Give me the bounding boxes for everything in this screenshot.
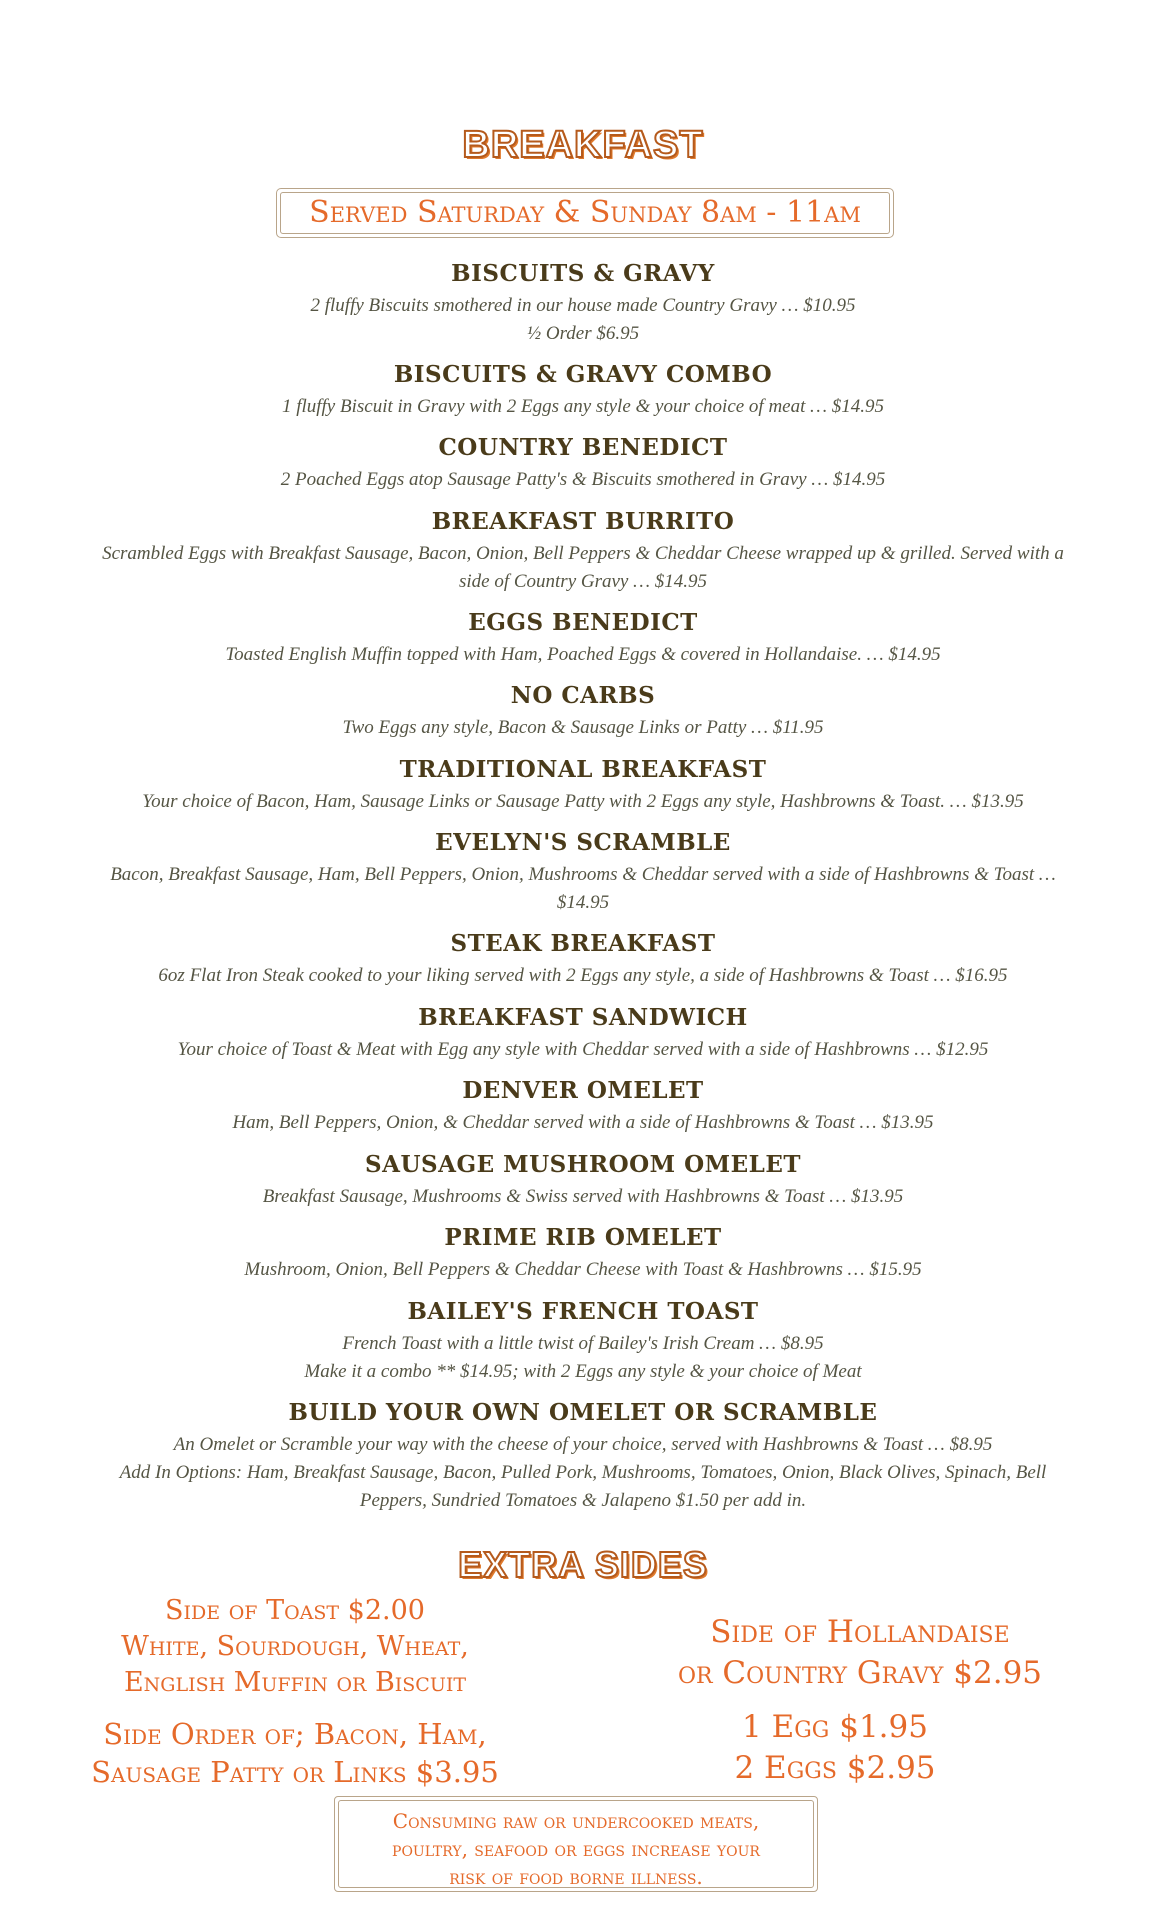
menu-item-desc: Two Eggs any style, Bacon & Sausage Links or Patty … $11.95 bbox=[342, 717, 824, 738]
menu-title: BREAKFAST bbox=[462, 124, 704, 166]
menu-item-desc: Toasted English Muffin topped with Ham, Poached Eggs & covered in Hollandaise. … $14.95 bbox=[225, 644, 941, 665]
menu-item-name: EVELYN'S SCRAMBLE bbox=[435, 829, 731, 856]
menu-item-desc: Scrambled Eggs with Breakfast Sausage, Bacon, Onion, Bell Peppers & Cheddar Cheese wrapped up & grilled. Served with a side of Country Gravy … $14.95 bbox=[102, 543, 1064, 592]
menu-item-name: BAILEY'S FRENCH TOAST bbox=[407, 1298, 759, 1325]
menu-item-name: COUNTRY BENEDICT bbox=[438, 434, 728, 461]
menu-item-name: BUILD YOUR OWN OMELET OR SCRAMBLE bbox=[288, 1399, 878, 1426]
menu-item-desc: Breakfast Sausage, Mushrooms & Swiss served with Hashbrowns & Toast … $13.95 bbox=[262, 1186, 904, 1207]
side-meat: Side Order of; Bacon, Ham, Sausage Patty or Links $3.95 bbox=[91, 1717, 499, 1789]
menu-item-name: BREAKFAST BURRITO bbox=[431, 508, 735, 535]
served-hours-text: Served Saturday & Sunday 8am - 11am bbox=[309, 195, 861, 230]
menu-item-name: BREAKFAST SANDWICH bbox=[418, 1004, 748, 1031]
menu-item-name: EGGS BENEDICT bbox=[468, 609, 698, 636]
menu-item-name: PRIME RIB OMELET bbox=[444, 1224, 722, 1251]
menu-item-name: SAUSAGE MUSHROOM OMELET bbox=[364, 1151, 801, 1178]
menu-item-desc: Ham, Bell Peppers, Onion, & Cheddar served with a side of Hashbrowns & Toast … $13.95 bbox=[232, 1112, 934, 1133]
menu-item-name: BISCUITS & GRAVY bbox=[451, 260, 715, 287]
menu-item-desc: French Toast with a little twist of Bailey's Irish Cream … $8.95 Make it a combo ** $14.95; with 2 Eggs any style & your choice of Meat bbox=[304, 1333, 862, 1382]
served-hours-box bbox=[276, 188, 894, 238]
menu-item-desc: 2 fluffy Biscuits smothered in our house made Country Gravy … $10.95 ½ Order $6.95 bbox=[310, 295, 856, 344]
menu-item-desc: Bacon, Breakfast Sausage, Ham, Bell Peppers, Onion, Mushrooms & Cheddar served with a side of Hashbrowns & Toast … $14.95 bbox=[110, 864, 1056, 913]
menu-item-name: DENVER OMELET bbox=[462, 1077, 704, 1104]
menu-item-desc: Mushroom, Onion, Bell Peppers & Cheddar Cheese with Toast & Hashbrowns … $15.95 bbox=[244, 1259, 922, 1280]
menu-item-desc: Your choice of Toast & Meat with Egg any style with Cheddar served with a side of Hashbrowns … $12.95 bbox=[177, 1039, 989, 1060]
menu-item-desc: Your choice of Bacon, Ham, Sausage Links or Sausage Patty with 2 Eggs any style, Hashbrowns & Toast. … $13.95 bbox=[142, 791, 1024, 812]
food-safety-warning-text: Consuming raw or undercooked meats, poultry, seafood or eggs increase your risk of food borne illness. bbox=[392, 1809, 760, 1889]
menu-item-name: NO CARBS bbox=[510, 682, 656, 709]
side-eggs: 1 Egg $1.95 2 Eggs $2.95 bbox=[734, 1709, 936, 1786]
menu-item-name: STEAK BREAKFAST bbox=[450, 930, 716, 957]
menu-item-desc: 1 fluffy Biscuit in Gravy with 2 Eggs any style & your choice of meat … $14.95 bbox=[281, 396, 885, 417]
food-safety-warning-box bbox=[334, 1796, 818, 1892]
menu-item-desc: 2 Poached Eggs atop Sausage Patty's & Biscuits smothered in Gravy … $14.95 bbox=[280, 469, 886, 490]
menu-item-name: BISCUITS & GRAVY COMBO bbox=[393, 361, 773, 388]
menu-item-desc: 6oz Flat Iron Steak cooked to your liking served with 2 Eggs any style, a side of Hashbrowns & Toast … $16.95 bbox=[158, 965, 1008, 986]
side-sauce: Side of Hollandaise or Country Gravy $2.95 bbox=[677, 1614, 1043, 1691]
side-toast: Side of Toast $2.00 White, Sourdough, Wheat, English Muffin or Biscuit bbox=[121, 1595, 469, 1698]
menu-item-desc: An Omelet or Scramble your way with the cheese of your choice, served with Hashbrowns & Toast … $8.95 Add In Options: Ham, Breakfast Sausage, Bacon, Pulled Pork, Mushrooms, Tomatoes, Onion, Black Olives, Spinach, Bell Peppers, Sundried Tomatoes & Jalapeno $1.50 per add in. bbox=[119, 1434, 1047, 1511]
menu-item-name: TRADITIONAL BREAKFAST bbox=[399, 756, 767, 783]
extra-sides-title: EXTRA SIDES bbox=[458, 1544, 708, 1585]
